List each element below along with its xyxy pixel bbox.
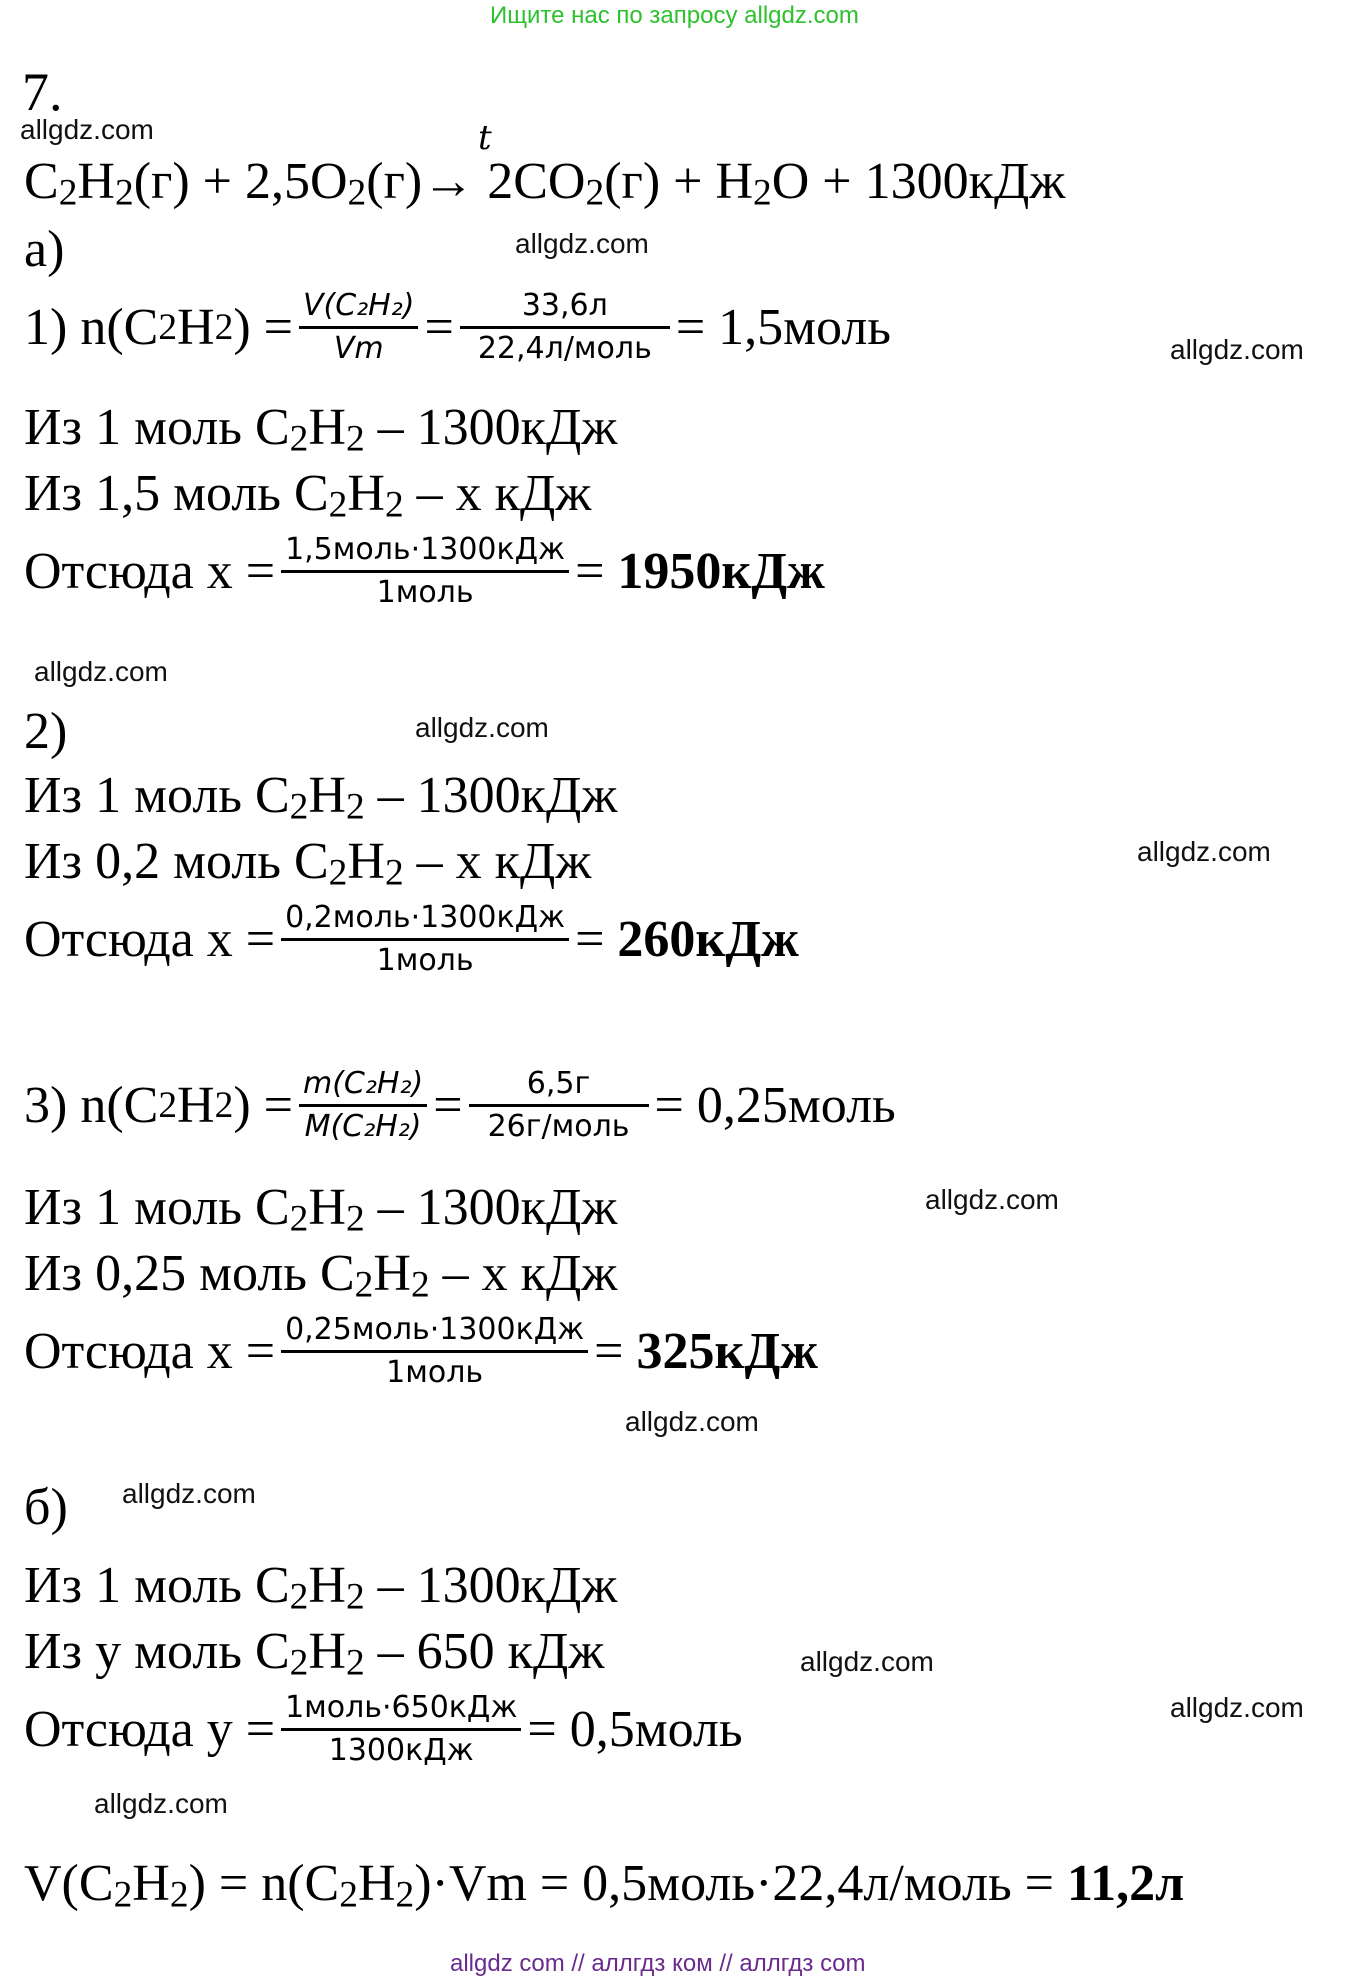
answer: 260кДж — [617, 910, 799, 968]
watermark: allgdz.com — [94, 1788, 228, 1819]
step-3-moles: 3) n(C 2 H 2 ) = $\frac{\text{m(C₂H₂)}}{\text{M(C₂H₂)}}$ = $\frac{6,5г}{\text{26г/моль}}$ = 0,25моль — [24, 1064, 896, 1147]
part-b-label: б) — [24, 1479, 68, 1536]
result-line: Отсюда x = $\frac{\text{1,5моль·1300кДж}}{\text{1моль}}$ = 1950кДж — [24, 530, 825, 613]
proportion-line: Из 1 моль C2H2 – 1300кДж — [24, 1557, 618, 1618]
proportion-line: Из 1,5 моль C2H2 – x кДж — [24, 465, 592, 526]
fraction: $\frac{\text{0,25моль·1300кДж}}{\text{1моль}}$ — [281, 1310, 588, 1393]
answer: 325кДж — [636, 1322, 818, 1380]
watermark: allgdz.com — [625, 1406, 759, 1437]
watermark: allgdz.com — [1170, 334, 1304, 365]
proportion-line: Из y моль C2H2 – 650 кДж — [24, 1623, 605, 1684]
proportion-line: Из 1 моль C2H2 – 1300кДж — [24, 1179, 618, 1240]
watermark: allgdz.com — [20, 114, 154, 145]
reaction-arrow: → — [422, 153, 475, 210]
proportion-line: Из 0,2 моль C2H2 – x кДж — [24, 833, 592, 894]
watermark: allgdz.com — [1170, 1692, 1304, 1723]
fraction: $\frac{\text{1моль·650кДж}}{\text{1300кДж}}$ — [281, 1688, 521, 1771]
header-watermark[interactable]: Ищите нас по запросу allgdz.com — [490, 2, 859, 29]
volume-calculation: V(C2H2) = n(C2H2)·Vm = 0,5моль·22,4л/моль = 11,2л — [24, 1855, 1185, 1916]
watermark: allgdz.com — [1137, 836, 1271, 867]
answer: 1950кДж — [617, 542, 825, 600]
answer: 11,2л — [1067, 1855, 1185, 1912]
fraction: $\frac{\text{0,2моль·1300кДж}}{\text{1моль}}$ — [281, 898, 569, 981]
proportion-line: Из 0,25 моль C2H2 – x кДж — [24, 1245, 618, 1306]
footer-watermark[interactable]: allgdz com // аллгдз ком // аллгдз com — [450, 1950, 866, 1977]
watermark: allgdz.com — [515, 228, 649, 259]
proportion-line: Из 1 моль C2H2 – 1300кДж — [24, 399, 618, 460]
fraction: $\frac{\text{m(C₂H₂)}}{\text{M(C₂H₂)}}$ — [299, 1064, 427, 1147]
step-2-label: 2) — [24, 703, 68, 760]
fraction: $\frac{6,5г}{\text{26г/моль}}$ — [469, 1064, 649, 1147]
fraction: $\frac{\text{1,5моль·1300кДж}}{\text{1моль}}$ — [281, 530, 569, 613]
watermark: allgdz.com — [800, 1646, 934, 1677]
watermark: allgdz.com — [925, 1184, 1059, 1215]
step-1-moles: 1) n(C 2 H 2 ) = $\frac{\text{V(C₂H₂)}}{Vm}$ = $\frac{33,6л}{\text{22,4л/моль}}$ = 1,5моль — [24, 286, 891, 369]
part-a-label: а) — [24, 221, 65, 278]
proportion-line: Из 1 моль C2H2 – 1300кДж — [24, 767, 618, 828]
fraction: $\frac{\text{V(C₂H₂)}}{Vm}$ — [299, 286, 419, 369]
watermark: allgdz.com — [34, 656, 168, 687]
watermark: allgdz.com — [122, 1478, 256, 1509]
result-line: Отсюда x = $\frac{\text{0,2моль·1300кДж}}{\text{1моль}}$ = 260кДж — [24, 898, 799, 981]
task-number: 7. — [22, 62, 63, 122]
temperature-mark: t — [478, 118, 492, 158]
watermark: allgdz.com — [415, 712, 549, 743]
fraction: $\frac{33,6л}{\text{22,4л/моль}}$ — [460, 286, 670, 369]
result-line: Отсюда y = $\frac{\text{1моль·650кДж}}{\text{1300кДж}}$ = 0,5моль — [24, 1688, 743, 1771]
result-line: Отсюда x = $\frac{\text{0,25моль·1300кДж}}{\text{1моль}}$ = 325кДж — [24, 1310, 818, 1393]
reaction-equation: C2H2(г) + 2,5O2(г)→ 2CO2(г) + H2O + 1300кДж — [24, 153, 1066, 214]
